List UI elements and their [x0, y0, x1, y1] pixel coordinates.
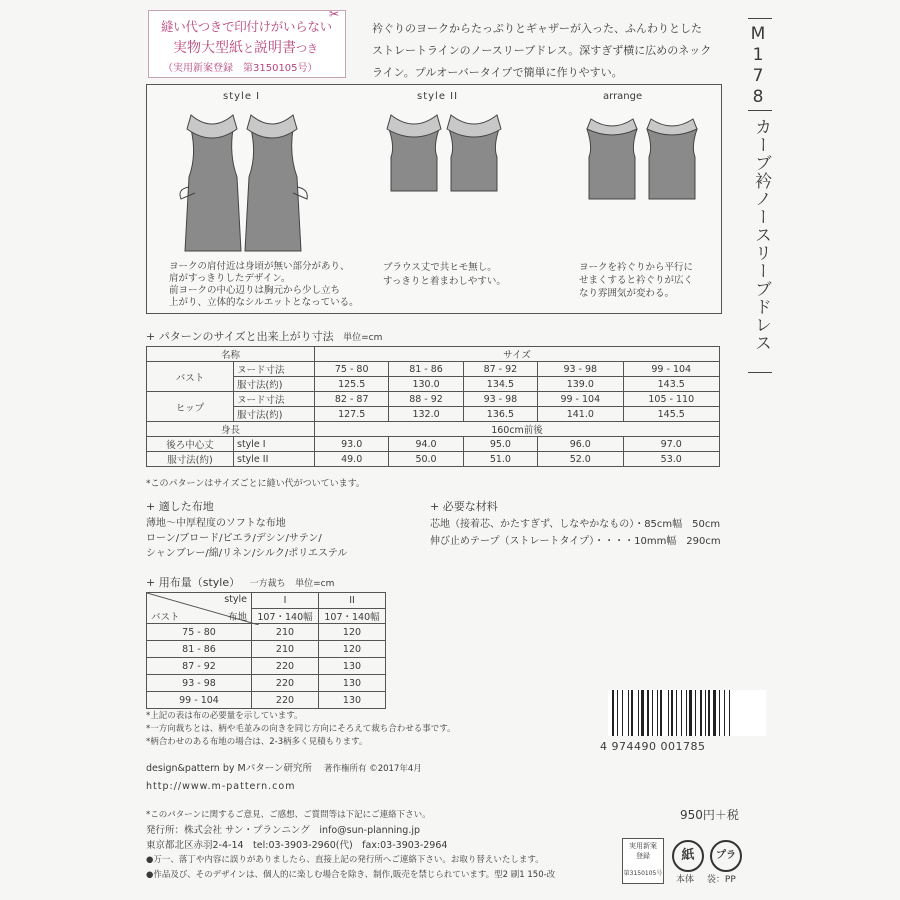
illustration-box [146, 84, 722, 314]
fabric-list: 薄地〜中厚程度のソフトな布地 ローン/ブロード/ピエラ/デシン/サテン/ シャンブレー/綿/リネン/シルク/ポリエステル [146, 518, 348, 559]
usage-notes: *上記の表は布の必要量を示しています。 *一方向裁ちとは、柄や毛並みの向きを同じ方向にそろえて裁ち合わせる事です。 *柄合わせのある布地の場合は、2-3柄多く見積もります。 [146, 711, 456, 747]
table-row: 87 - 92 220 130 [147, 658, 386, 675]
barcode-bar [724, 690, 725, 736]
barcode-bar [652, 690, 653, 736]
credits: design&pattern by Mパターン研究所 著作権所有 ©2017年4月 http://www.m-pattern.com [146, 763, 422, 792]
pattern-title: カーブ衿ノースリーブドレス [751, 118, 771, 352]
table-row: 身長 160cm前後 [147, 422, 720, 437]
barcode-bar [622, 690, 623, 736]
header-line2: 実物大型紙と説明書つき [173, 40, 318, 56]
scissors-icon: ✂ [329, 7, 340, 21]
table-row [147, 347, 720, 362]
barcode-bar [676, 690, 677, 736]
paper-recycle-icon: 紙 [672, 840, 704, 872]
style1-illustration [167, 107, 317, 257]
usage-title: + 用布量（style） 一方裁ち 単位=cm [146, 576, 335, 589]
barcode-bar [700, 690, 702, 736]
barcode-bar [686, 690, 687, 736]
barcode-bar [689, 690, 692, 736]
barcode-bar [628, 690, 629, 736]
table-header: サイズ [315, 347, 720, 362]
barcode-bar [719, 690, 720, 736]
barcode [608, 690, 766, 736]
style1-label: style I [223, 91, 261, 102]
materials-list: 芯地（接着芯、かたすぎず、しなやかなもの）・85cm幅 50cm 伸び止めテープ（ストレートタイプ）・・・・10mm幅 290cm [430, 519, 721, 547]
pattern-code: M178 [748, 24, 768, 108]
description: 衿ぐりのヨークからたっぷりとギャザーが入った、ふんわりとした ストレートラインのノースリーブドレス。深すぎず横に広めのネック ライン。プルオーバータイプで簡単に作りやすい。 [372, 22, 712, 79]
side-mid-rule [748, 110, 772, 111]
size-note: *このパターンはサイズごとに縫い代がついています。 [146, 479, 365, 489]
header-box [148, 7, 346, 78]
usage-table [146, 592, 386, 709]
plastic-recycle-icon: プラ [710, 840, 742, 872]
barcode-bar [681, 690, 682, 736]
barcode-bar [668, 690, 669, 736]
table-row: 93 - 98 220 130 [147, 675, 386, 692]
barcode-bar [612, 690, 614, 736]
fabric-title: + 適した布地 [146, 500, 214, 513]
table-row: 75 - 80 210 120 [147, 624, 386, 641]
table-row: 服寸法(約) 127.5 132.0 136.5 141.0 145.5 [147, 407, 720, 422]
barcode-bar [647, 690, 649, 736]
table-row: 服寸法(約) 125.5 130.0 134.5 139.0 143.5 [147, 377, 720, 392]
size-table [146, 346, 720, 467]
style1-note: ヨークの肩付近は身頃が無い部分があり、 肩がすっきりしたデザイン。 前ヨークの中心辺りは胸元から少し立ち 上がり、立体的なシルエットとなっている。 [169, 261, 359, 308]
size-title: + パターンのサイズと出来上がり寸法 単位=cm [146, 330, 383, 343]
side-bottom-rule [748, 372, 772, 373]
barcode-bar [729, 690, 730, 736]
barcode-bar [657, 690, 658, 736]
table-row: バスト ヌード寸法 75 - 80 81 - 86 87 - 92 93 - 98 99 - 104 [147, 362, 720, 377]
header-line1: 縫い代つきで印付けがいらない [161, 19, 332, 34]
barcode-number: 4 974490 001785 [600, 740, 706, 753]
table-row: 81 - 86 210 120 [147, 641, 386, 658]
material-labels: 本体 袋：PP [676, 875, 736, 885]
table-row: 107・140幅 107・140幅 [147, 608, 386, 624]
side-top-rule [748, 18, 772, 19]
barcode-bar [641, 690, 644, 736]
barcode-bar [631, 690, 633, 736]
table-header: 名称 [147, 347, 315, 362]
style2-label: style II [417, 91, 459, 102]
barcode-bar [660, 690, 662, 736]
price: 950円＋税 [680, 808, 739, 822]
barcode-bar [695, 690, 696, 736]
barcode-bar [638, 690, 639, 736]
table-row: 服寸法(約) style II 49.0 50.0 51.0 52.0 53.0 [147, 452, 720, 467]
table-row: style 布地 バスト I II [147, 593, 386, 609]
arrange-label: arrange [603, 91, 643, 102]
arrange-illustration [577, 107, 707, 207]
table-row: 後ろ中心丈 style I 93.0 94.0 95.0 96.0 97.0 [147, 437, 720, 452]
barcode-bar [713, 690, 716, 736]
footer: *このパターンに関するご意見、ご感想、ご質問等は下記にご連絡下さい。 発行所：株式会社 サン・プランニング info@sun-planning.jp 東京都北区赤羽2-4-14 tel:03-3903-2960(代) fax:03-3903-2964 ●万一、落丁や内容に誤りがありましたら、直接上記の発行所へご連絡下さい。お取り替えいたします。 ●作品及び、そのデザインは、個人的に楽しむ場合を除き、制作,販売を禁じられています。型2 刷1 150-改 [146, 810, 556, 880]
barcode-bar [617, 690, 618, 736]
style2-illustration [379, 107, 509, 197]
arrange-note: ヨークを衿ぐりから平行に せまくすると衿ぐりが広く なり雰囲気が変わる。 [579, 262, 694, 299]
materials-title: + 必要な材料 [430, 500, 498, 513]
style2-note: ブラウス丈で共ヒモ無し。 すっきりと着まわしやすい。 [383, 262, 506, 287]
barcode-bar [705, 690, 706, 736]
table-row: ヒップ ヌード寸法 82 - 87 88 - 92 93 - 98 99 - 104 105 - 110 [147, 392, 720, 407]
table-row: 99 - 104 220 130 [147, 692, 386, 709]
registration-mark: 実用新案 登録 第3150105号 [622, 838, 664, 884]
barcode-bar [708, 690, 710, 736]
header-line3: （実用新案登録 第3150105号） [163, 63, 318, 74]
barcode-bar [671, 690, 673, 736]
